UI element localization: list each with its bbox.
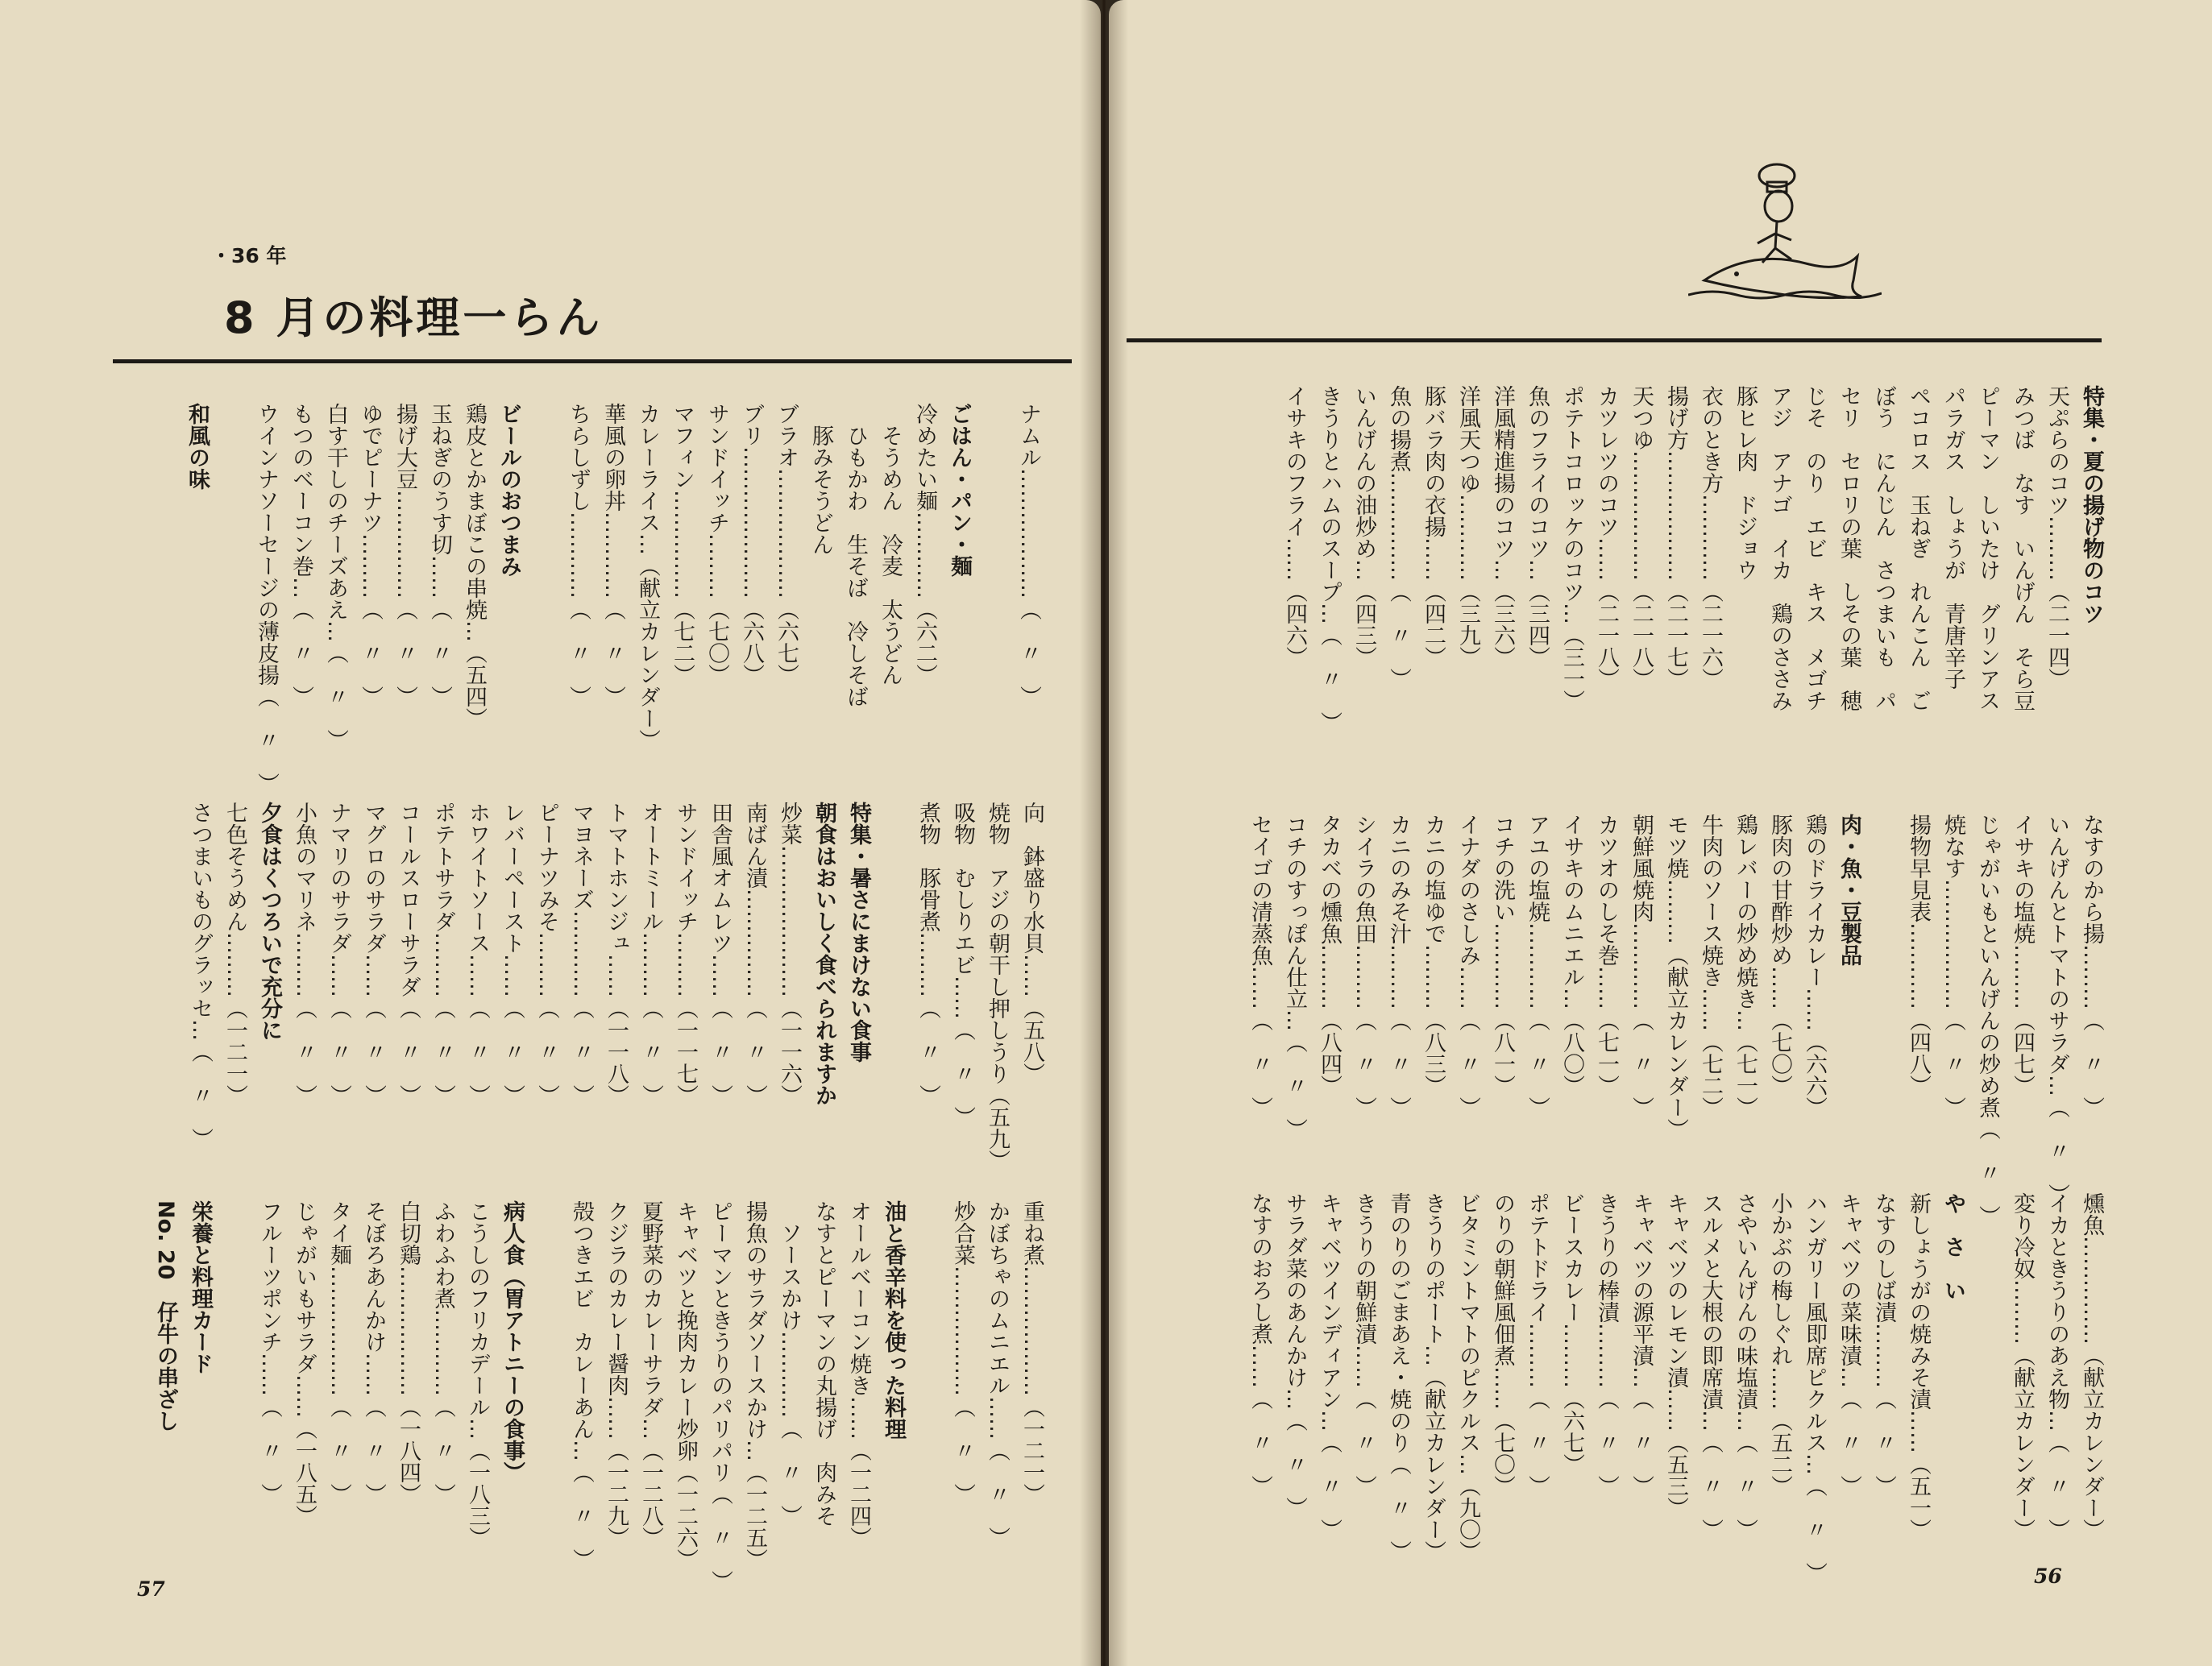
menu-entry: ひもかわ 生そば 冷しそば [843, 403, 868, 707]
menu-entry: 炒菜…………………（一一六） [777, 802, 802, 1106]
page-title: 8 月の料理一らん [224, 292, 604, 343]
menu-entry: カツレツのコツ……（二一八） [1594, 385, 1619, 690]
menu-entry: 重ね煮………………（一二一） [1019, 1200, 1044, 1505]
menu-entry: ウインナソーセージの薄皮揚（ 〃 ） [254, 403, 279, 794]
menu-entry: イサキのムニエル…（八〇） [1559, 814, 1584, 1096]
section-heading: No. 20 仔牛の串ざし [153, 1200, 178, 1432]
menu-entry: キャベツと挽肉カレー炒卵（一二六） [673, 1200, 698, 1570]
menu-entry: ぼう にんじん さつまいも パ [1871, 385, 1896, 711]
menu-entry: ペコロス 玉ねぎ れんこん ご [1906, 385, 1931, 711]
menu-entry: なすのしば漬………（ 〃 ） [1871, 1192, 1896, 1497]
menu-entry: 洋風精進揚のコツ…（三六） [1490, 385, 1515, 668]
menu-entry: 揚げ方………………（二一七） [1663, 385, 1688, 690]
menu-entry: シイラの魚田………（ 〃 ） [1351, 814, 1376, 1118]
menu-entry: こうしのフリカデール…（一八三） [465, 1200, 490, 1548]
menu-entry: ハンガリー風即席ピクルス…（ 〃 ） [1802, 1192, 1827, 1584]
menu-entry: 小魚のマリネ………（ 〃 ） [292, 802, 317, 1106]
menu-entry: ピーマンときうりのパリパリ（ 〃 ） [708, 1200, 732, 1592]
menu-entry: ソースかけ…………（ 〃 ） [777, 1200, 802, 1527]
menu-entry: じそ のり エビ キス メゴチ [1802, 385, 1827, 711]
section-heading: や さ い [1940, 1192, 1965, 1301]
menu-entry: なすとピーマンの丸揚げ 肉みそ [811, 1200, 836, 1527]
menu-entry: ポテトコロッケのコツ…（三一） [1559, 385, 1584, 711]
menu-entry: 燻魚……………（献立カレンダー） [2079, 1192, 2104, 1540]
right-page [1109, 0, 2212, 1666]
menu-entry: オールベーコン焼き……（一二四） [846, 1200, 871, 1548]
menu-entry [529, 1200, 564, 1579]
menu-entry: いんげんとトマトのサラダ…（ 〃 ） [2044, 814, 2069, 1205]
menu-entry: 天ぷらのコツ………（二一四） [2044, 385, 2069, 690]
menu-entry [218, 1200, 252, 1579]
menu-entry: 冷めたい麺…………（六二） [912, 403, 937, 686]
menu-entry: 衣のとき方…………（二一六） [1698, 385, 1723, 690]
menu-entry: きうりのポート…（献立カレンダー） [1421, 1192, 1446, 1562]
menu-entry: ちらしずし…………（ 〃 ） [566, 403, 591, 707]
menu-entry: 揚げ大豆……………（ 〃 ） [392, 403, 417, 707]
menu-entry: カツオのしそ巻……（七一） [1594, 814, 1619, 1096]
header-rule [113, 359, 1072, 363]
menu-entry: じゃがいもサラダ……（一八五） [292, 1200, 317, 1527]
menu-entry: 吸物 むしりエビ……（ 〃 ） [950, 802, 975, 1128]
menu-entry: かぼちゃのムニエル……（ 〃 ） [985, 1200, 1010, 1548]
menu-entry: そぼろあんかけ……（ 〃 ） [361, 1200, 386, 1505]
menu-entry: キャベツの源平漬…（ 〃 ） [1629, 1192, 1654, 1497]
menu-entry: 向 鉢盛り水貝……（五八） [1019, 802, 1044, 1084]
section-heading: 和風の味 [185, 403, 210, 490]
section-heading: 肉・魚・豆製品 [1836, 814, 1861, 966]
header-rule-right [1127, 338, 2102, 342]
menu-entry [1866, 814, 1901, 1192]
menu-entry: きうりの朝鮮漬……（ 〃 ） [1351, 1192, 1376, 1497]
year-label: ・36 年 [211, 244, 287, 267]
menu-entry: タカベの燻魚………（八四） [1317, 814, 1342, 1096]
menu-entry: セイゴの清蒸魚……（ 〃 ） [1247, 814, 1272, 1118]
menu-entry: 七色そうめん………（一二一） [222, 802, 247, 1106]
section-heading: 特集・暑さにまけない食事 [846, 802, 871, 1063]
menu-entry: アユの塩焼…………（ 〃 ） [1525, 814, 1550, 1118]
section-heading: 油と香辛料を使った料理 [881, 1200, 906, 1440]
section-heading: 栄養と料理カード [188, 1200, 213, 1374]
section-heading: ごはん・パン・麺 [947, 403, 972, 577]
menu-entry: コチのすっぽん仕立…（ 〃 ） [1282, 814, 1307, 1140]
menu-entry: レバーペースト……（ 〃 ） [500, 802, 525, 1106]
menu-entry: 魚の揚煮……………（ 〃 ） [1386, 385, 1411, 690]
menu-entry: ブリ…………………（六八） [739, 403, 764, 686]
menu-entry: 鶏のドライカレー……（六六） [1802, 814, 1827, 1118]
menu-entry: コールスローサラダ（ 〃 ） [396, 802, 421, 1106]
menu-entry: 新しょうがの焼みそ漬……（五一） [1906, 1192, 1931, 1540]
menu-entry: 白切鶏………………（一八四） [396, 1200, 421, 1505]
menu-entry: 玉ねぎのうす切……（ 〃 ） [427, 403, 452, 707]
menu-entry: カレーライス…（献立カレンダー） [635, 403, 660, 751]
left-page [0, 0, 1101, 1666]
menu-entry: マグロのサラダ……（ 〃 ） [361, 802, 386, 1106]
menu-entry: さやいんげんの味塩漬…（ 〃 ） [1733, 1192, 1758, 1540]
menu-entry: なすのおろし煮……（ 〃 ） [1247, 1192, 1272, 1497]
chef-riding-fish-icon [1688, 160, 1882, 305]
menu-entry: サラダ菜のあんかけ…（ 〃 ） [1282, 1192, 1307, 1519]
menu-entry: ナマリのサラダ……（ 〃 ） [326, 802, 351, 1106]
menu-entry: アジ アナゴ イカ 鶏のささみ [1767, 385, 1792, 711]
menu-entry: ゆでピーナツ………（ 〃 ） [358, 403, 383, 707]
menu-entry: 白す干しのチーズあえ…（ 〃 ） [323, 403, 348, 751]
menu-entry: 豚ヒレ肉 ドジョウ [1733, 385, 1758, 581]
menu-entry: イナダのさしみ……（ 〃 ） [1455, 814, 1480, 1118]
menu-entry: じゃがいもといんげんの炒め煮（ 〃 ） [1975, 814, 2000, 1227]
menu-entry: 華風の卵丼…………（ 〃 ） [600, 403, 625, 707]
menu-entry: ホワイトソース……（ 〃 ） [465, 802, 490, 1106]
section-heading: 朝食はおいしく食べられますか [811, 802, 836, 1106]
menu-entry: 青のりのごまあえ・焼のり（ 〃 ） [1386, 1192, 1411, 1562]
menu-entry: 焼なす………………（ 〃 ） [1940, 814, 1965, 1118]
page-number-right: 56 [2034, 1564, 2062, 1588]
menu-entry: 田舎風オムレツ……（ 〃 ） [708, 802, 732, 1106]
menu-entry: 焼物 アジの朝干し押しうり（五九） [985, 802, 1010, 1171]
menu-entry: 洋風天つゆ…………（三九） [1455, 385, 1480, 668]
menu-entry: パラガス しょうが 青唐辛子 [1940, 385, 1965, 690]
menu-entry: 夏野菜のカレーサラダ…（一二八） [638, 1200, 663, 1548]
menu-entry: のりの朝鮮風佃煮……（七〇） [1490, 1192, 1515, 1497]
menu-entry: ブラオ………………（六七） [774, 403, 799, 686]
menu-entry: 朝鮮風焼肉…………（ 〃 ） [1629, 814, 1654, 1118]
menu-entry: イカときうりのあえ物…（ 〃 ） [2044, 1192, 2069, 1540]
menu-entry: 豚バラ肉の衣揚……（四二） [1421, 385, 1446, 668]
menu-entry: 豚肉の甘酢炒め……（七〇） [1767, 814, 1792, 1096]
right-section-2 [1243, 814, 2109, 1227]
menu-entry: マヨネーズ…………（ 〃 ） [569, 802, 594, 1106]
menu-entry: 小かぶの梅しぐれ……（五二） [1767, 1192, 1792, 1497]
menu-entry: きうりの棒漬………（ 〃 ） [1594, 1192, 1619, 1497]
menu-entry [911, 1200, 945, 1579]
menu-entry: カニのみそ汁………（ 〃 ） [1386, 814, 1411, 1118]
menu-entry: 牛肉のソース焼き……（七二） [1698, 814, 1723, 1118]
menu-entry: 天つゆ………………（二一八） [1629, 385, 1654, 690]
menu-entry: いんげんの油炒め…（四三） [1351, 385, 1376, 668]
menu-entry: サンドイッチ………（七〇） [704, 403, 729, 686]
menu-entry: 炒合菜………………（ 〃 ） [950, 1200, 975, 1505]
left-section-2 [183, 802, 1049, 1180]
menu-entry: 揚物早見表…………（四八） [1906, 814, 1931, 1096]
menu-entry: フルーツポンチ……（ 〃 ） [257, 1200, 282, 1505]
menu-entry [876, 802, 911, 1180]
section-heading: ビールのおつまみ [496, 403, 521, 577]
menu-entry: セリ セロリの葉 しその葉 穂 [1836, 385, 1861, 711]
menu-entry: ポテトサラダ………（ 〃 ） [430, 802, 455, 1106]
menu-entry: イサキの塩焼………（四七） [2010, 814, 2035, 1096]
section-heading: 病人食（胃アトニーの食事） [500, 1200, 525, 1483]
menu-entry: イサキのフライ……（四六） [1282, 385, 1307, 668]
menu-entry: ピーナツみそ………（ 〃 ） [534, 802, 559, 1106]
menu-entry: 豚みそうどん [808, 403, 833, 555]
menu-entry: オートミール………（ 〃 ） [638, 802, 663, 1106]
menu-entry: 魚のフライのコツ…（三四） [1525, 385, 1550, 668]
section-heading: 特集・夏の揚げ物のコツ [2079, 385, 2104, 624]
menu-entry: サンドイッチ………（一一七） [673, 802, 698, 1106]
menu-entry: キャベツの菜味漬…（ 〃 ） [1836, 1192, 1861, 1497]
menu-entry: そうめん 冷麦 太うどん [878, 403, 903, 686]
right-section-1 [1277, 385, 2109, 772]
menu-entry: ポテトドライ………（ 〃 ） [1525, 1192, 1550, 1497]
menu-entry: コチの洗い…………（八一） [1490, 814, 1515, 1096]
menu-entry: さつまいものグラッセ…（ 〃 ） [188, 802, 213, 1150]
menu-entry: モツ焼………（献立カレンダー） [1663, 814, 1688, 1140]
book-gutter [1080, 0, 1128, 1666]
menu-entry [1970, 1192, 2005, 1571]
menu-entry: ふわふわ煮…………（ 〃 ） [430, 1200, 455, 1505]
menu-entry: トマトホンジュ……（一一八） [604, 802, 629, 1106]
menu-entry: みつば なす いんげん そら豆 [2010, 385, 2035, 711]
menu-entry: キャベツインディアン…（ 〃 ） [1317, 1192, 1342, 1540]
menu-entry: キャベツのレモン漬……（五三） [1663, 1192, 1688, 1519]
menu-entry: ナムル………………（ 〃 ） [1016, 403, 1041, 707]
menu-entry: ビースカレー………（六七） [1559, 1192, 1584, 1475]
menu-entry: もつのベーコン巻…（ 〃 ） [288, 403, 313, 707]
menu-entry: カニの塩ゆで………（八三） [1421, 814, 1446, 1096]
menu-entry: ビタミントマトのピクルス…（九〇） [1455, 1192, 1480, 1562]
menu-entry: スルメと大根の即席漬…（ 〃 ） [1698, 1192, 1723, 1540]
menu-entry: 南ばん漬……………（ 〃 ） [742, 802, 767, 1106]
menu-entry: マフィン……………（七二） [670, 403, 695, 686]
menu-entry: 煮物 豚骨煮………（ 〃 ） [915, 802, 940, 1106]
menu-entry: なすのから揚………（ 〃 ） [2079, 814, 2104, 1118]
section-heading: 夕食はくつろいで充分に [257, 802, 282, 1041]
menu-entry: 鶏レバーの炒め焼き…（七一） [1733, 814, 1758, 1118]
page-number-left: 57 [137, 1577, 165, 1601]
menu-entry: タイ麺………………（ 〃 ） [326, 1200, 351, 1505]
menu-entry: 揚魚のサラダソースかけ…（一二五） [742, 1200, 767, 1570]
left-section-3 [148, 1200, 1049, 1592]
menu-entry: ピーマン しいたけ グリンアス [1975, 385, 2000, 711]
menu-entry: 殻つきエビ カレーあん…（ 〃 ） [569, 1200, 594, 1570]
menu-entry: きうりとハムのスープ…（ 〃 ） [1317, 385, 1342, 733]
menu-entry: 鶏皮とかまぼこの串焼…（五四） [462, 403, 487, 729]
menu-entry: クジラのカレー醤肉……（一二九） [604, 1200, 629, 1548]
menu-entry: 変り冷奴………（献立カレンダー） [2010, 1192, 2035, 1540]
